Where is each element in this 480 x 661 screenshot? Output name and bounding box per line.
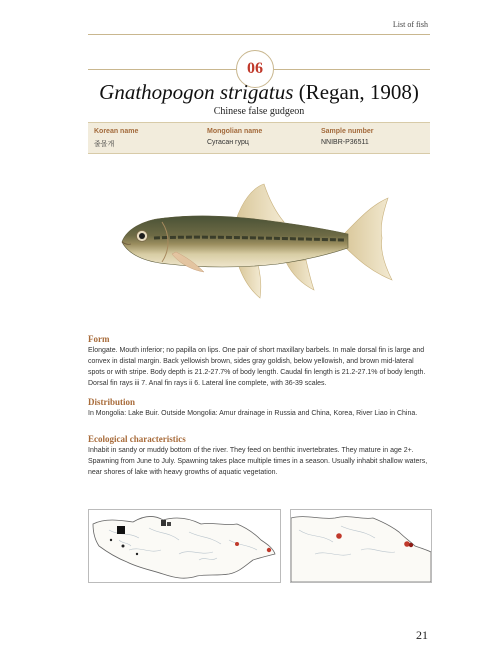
sample-number-value: NNIBR-P36511 [321,139,369,146]
record-point [404,541,410,547]
sample-number-col [321,128,374,146]
korean-name-value: 줄몰개 [94,141,115,148]
korean-name-col [94,128,138,149]
country-outline [93,516,275,578]
record-point [336,533,342,539]
region-outline [291,517,431,582]
mongolian-name-col [207,128,262,146]
fish-image [118,176,400,304]
mongolian-name-label: Mongolian name [207,128,263,135]
number-rule-right [274,69,430,70]
sample-number-label: Sample number [321,128,374,135]
ecology-heading: Ecological characteristics [88,434,186,444]
pelvic-fin [238,264,261,298]
map-detail-svg [291,510,431,582]
authority: (Regan, 1908) [298,80,419,104]
caudal-fin [344,198,392,280]
distribution-heading: Distribution [88,397,136,407]
scientific-name: Gnathopogon strigatus [99,80,294,104]
common-name: Chinese false gudgeon [213,106,305,117]
map-overview [88,509,281,583]
record-point [267,548,271,552]
map-overview-svg [89,510,280,582]
anal-fin [286,260,314,290]
species-number-badge: 06 [236,50,274,88]
running-header: List of fish [392,20,428,29]
map-detail [290,509,432,583]
form-text: Elongate. Mouth inferior; no papilla on lips. One pair of short maxillary barbels. In male dorsal fin is large and convex in distal margin. Back yellowish brown, sides gray goldish, below yellowish, and brown mid-lateral spots or with stripe. Body depth is 21.2-27.7% of body length. Caudal fin length is 21.2-27.1% of body length. Dorsal fin rays iii 7. Anal fin rays ii 6. Lateral line complete, with 36-39 scales. [88,347,426,387]
dorsal-fin [236,184,284,222]
fish-body [122,216,348,267]
number-rule-left [88,69,236,70]
record-point [409,543,413,547]
header-rule [88,34,430,35]
korean-name-label: Korean name [94,128,139,135]
form-heading: Form [88,334,110,344]
species-title [88,80,430,105]
ecology-text: Inhabit in sandy or muddy bottom of the river. They feed on benthic invertebrates. They mature in age 2+. Spawning from June to July. Spawning takes place multiple times in a season. Usually inhabit shallow waters, near shores of lake with heavy growths of aquatic vegetation. [88,447,428,476]
species-info-box [88,122,430,154]
page-number: 21 [416,628,428,642]
record-point [235,542,239,546]
distribution-text: In Mongolia: Lake Buir. Outside Mongolia: Amur drainage in Russia and China, Korea, River Liao in China. [88,410,418,417]
mongolian-name-value: Сугасан гурц [207,139,249,146]
